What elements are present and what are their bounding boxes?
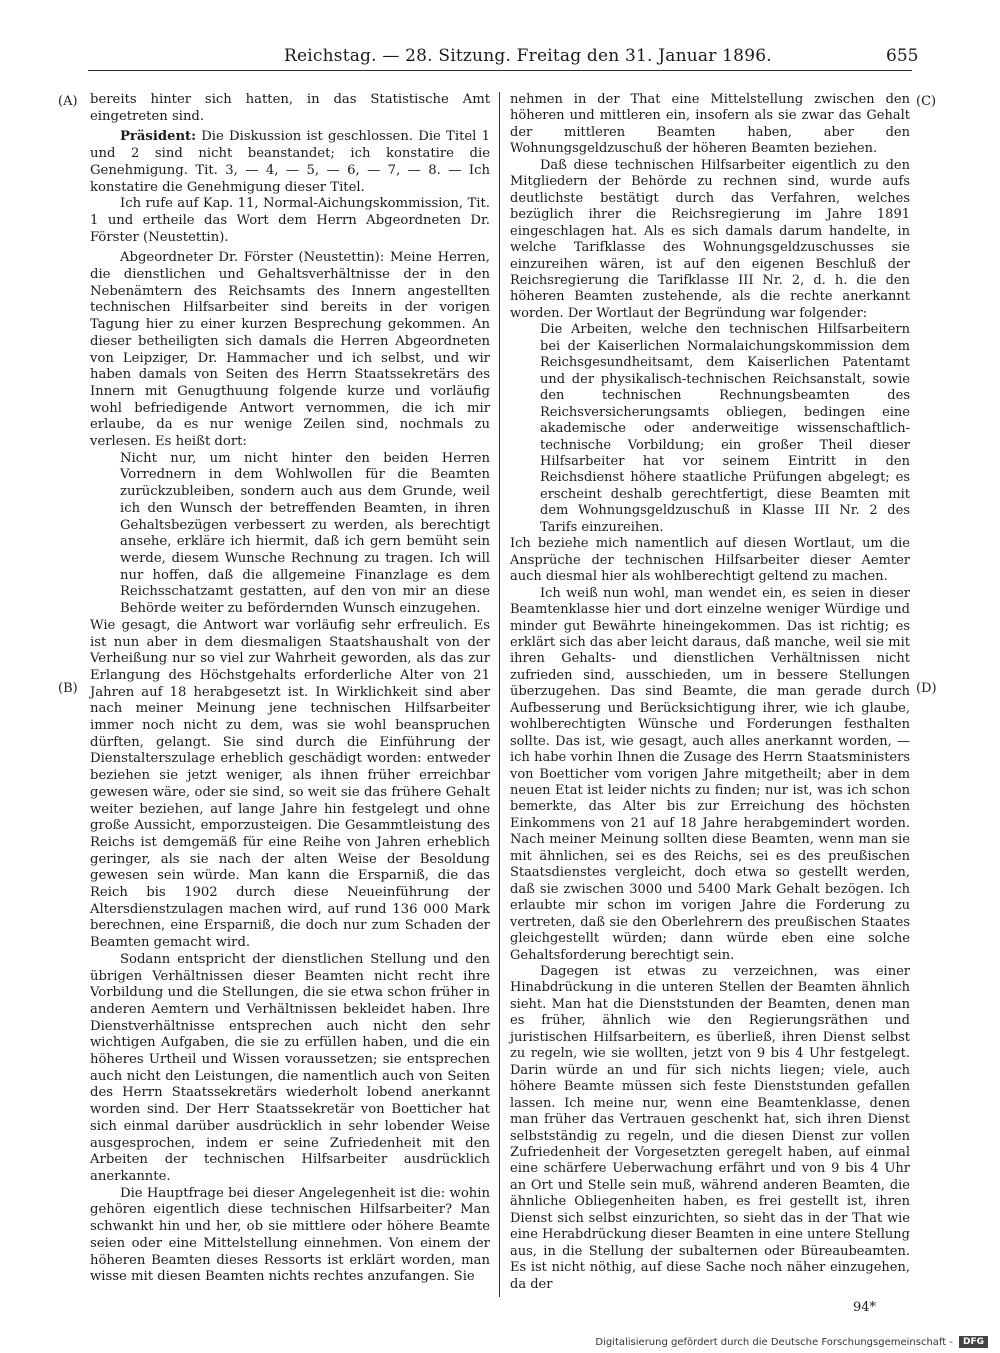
right-paragraph (540, 322, 910, 536)
paragraph-text: bereits hinter sich hatten, in das Statistische Amt eingetreten sind. (90, 92, 490, 124)
right-paragraph (510, 158, 910, 323)
paragraph-text: nehmen in der That eine Mittelstellung zwischen den höheren und mittleren ein, insofern als sie zwar das Gehalt der mittleren Beamten haben, aber den Wohnungsgeldzuschuß der höheren Beamten beziehen. (510, 92, 910, 157)
right-paragraph (510, 536, 910, 585)
paragraph-text: Die Diskussion ist geschlossen. Die Titel 1 und 2 sind nicht beanstandet; ich konstatire die Genehmigung. Tit. 3, — 4, — 5, — 6, — 7, — 8. — Ich konstatire die Genehmigung dieser Titel. (90, 129, 490, 195)
left-paragraph (90, 196, 490, 246)
paragraph-text: Die Hauptfrage bei dieser Angelegenheit ist die: wohin gehören eigentlich diese technischen Hilfsarbeiter? Man schwankt hin und her, ob sie mittlere oder höhere Beamte seien oder eine Mittelstellung einnehmen. Von einem der höheren Beamten dieses Ressorts ist erklärt worden, man wisse mit diesen Beamten nichts rechtes anzufangen. Sie (90, 1185, 490, 1285)
paragraph-text: Ich rufe auf Kap. 11, Normal-Aichungskommission, Tit. 1 und ertheile das Wort dem Herrn Abgeordneten Dr. Förster (Neustettin). (90, 196, 490, 245)
right-paragraph (510, 92, 910, 158)
margin-marker-a: (A) (58, 94, 78, 109)
paragraph-text: Ich weiß nun wohl, man wendet ein, es seien in dieser Beamtenklasse hier und dort einzelne weniger Würdige und minder gut Bewährte hineingekommen. Das ist richtig; es erklärt sich das aber leicht daraus, daß manche, weil sie mit ihren Gehalts- und dienstlichen Verhältnissen nicht zufrieden sind, ausschieden, um in bessere Stellungen überzugehen. Das sind Beamte, die man gerade durch Aufbesserung und Berücksichtigung ihrer, wie ich glaube, wohlberechtigten Wünsche und Forderungen festhalten sollte. Das ist, wie gesagt, auch alles anerkannt worden, — ich habe vorhin Ihnen die Zusage des Herrn Staatsministers von Boetticher vom vorigen Jahre mitgetheilt; aber in dem neuen Etat ist leider nichts zu finden; nur ist, was ich schon bemerkte, das Alter bis zur Erreichung des höchsten Einkommens von 21 auf 18 Jahre herabgemindert worden. Nach meiner Meinung sollten diese Beamten, wenn man sie mit ähnlichen, sei es des Reichs, sei es des preußischen Staatsdienstes vergleicht, doch etwa so gestellt werden, daß sie zwischen 3000 und 5400 Mark Gehalt bezögen. Ich erlaubte mir schon im vorigen Jahre die Forderung zu vertreten, daß sie den Oberlehrern des preußischen Staates gleichgestellt würden; dann würde eben eine solche Gehaltsforderung berechtigt sein. (510, 585, 910, 963)
speaker-label: Präsident: (120, 129, 197, 145)
paragraph-text: Nicht nur, um nicht hinter den beiden Herren Vorrednern in dem Wohlwollen für die Beamten zurückzubleiben, sondern auch aus dem Grunde, weil ich den Wunsch der betreffenden Beamten, in ihren Gehaltsbezügen verbessert zu werden, als berechtigt ansehe, erkläre ich hiermit, daß ich gern bemüht sein werde, diesem Wunsche Rechnung zu tragen. Ich will nur hoffen, daß die allgemeine Finanzlage es dem Reichsschatzamt gestatten, auf den von mir an diese Behörde weiter zu befördernden Wunsch einzugehen. (120, 450, 490, 617)
paragraph-text: Daß diese technischen Hilfsarbeiter eigentlich zu den Mitgliedern der Behörde zu rechnen sind, wurde aufs deutlichste bestätigt durch das Verfahren, welches bezüglich ihrer die Reichsregierung im Jahre 1891 eingeschlagen hat. Als es sich damals darum handelte, in welche Tarifklasse des Wohnungsgeldzuschusses sie einzureihen wären, ist auf den eigenen Beschluß der Reichsregierung die Tarifklasse III Nr. 2, d. h. die den höheren Beamten zustehende, als die rechte anerkannt worden. Der Wortlaut der Begründung war folgender: (510, 157, 910, 321)
right-paragraph (510, 586, 910, 964)
left-paragraph (90, 92, 490, 125)
left-paragraph (120, 451, 490, 618)
margin-marker-d: (D) (916, 681, 937, 696)
left-paragraph (90, 1186, 490, 1286)
left-paragraph (90, 250, 490, 450)
footer-text: Digitalisierung gefördert durch die Deutsche Forschungsgemeinschaft - (595, 1336, 953, 1348)
left-paragraph (90, 952, 490, 1186)
footer-credit (595, 1336, 988, 1348)
column-divider (499, 92, 500, 1297)
margin-marker-c: (C) (916, 94, 937, 109)
left-paragraph (90, 618, 490, 952)
right-column (510, 92, 910, 1293)
dfg-logo: DFG (959, 1336, 988, 1348)
right-paragraph (510, 964, 910, 1293)
page-number: 655 (886, 46, 919, 66)
left-paragraph (90, 129, 490, 196)
sheet-signature: 94* (853, 1300, 877, 1315)
header-rule (88, 70, 912, 71)
paragraph-text: Sodann entspricht der dienstlichen Stellung und den übrigen Verhältnissen dieser Beamten nicht recht ihre Vorbildung und die Stellungen, die sie etwa schon früher in anderen Aemtern und Verhältnissen bekleidet haben. Ihre Dienstverhältnisse entsprechen auch nicht den sehr wichtigen Aufgaben, die sie zu erfüllen haben, und die ein höheres Urtheil und Wissen voraussetzen; sie entsprechen auch nicht den Leistungen, die namentlich auch von Seiten des Herrn Staatssekretärs wiederholt lobend anerkannt worden sind. Der Herr Staatssekretär von Boetticher hat sich einmal darüber ausdrücklich in sehr lobender Weise ausgesprochen, indem er seine Zufriedenheit mit den Arbeiten der technischen Hilfsarbeiter ausdrücklich anerkannte. (90, 951, 490, 1184)
paragraph-text: Abgeordneter Dr. Förster (Neustettin): Meine Herren, die dienstlichen und Gehaltsverhältnisse der in den Nebenämtern des Reichsamts des Innern angestellten technischen Hilfsarbeiter sind bereits in der vorigen Tagung hier zu einer kurzen Besprechung gekommen. An dieser betheiligten sich damals die Herren Abgeordneten von Leipziger, Dr. Hammacher und ich selbst, und wir haben damals von Seiten des Herrn Staatssekretärs des Innern mit Genugthuung folgende kurze und vorläufig wohl befriedigende Antwort vernommen, die ich mir erlaube, da es nur wenige Zeilen sind, nochmals zu verlesen. Es heißt dort: (90, 250, 490, 450)
paragraph-text: Die Arbeiten, welche den technischen Hilfsarbeitern bei der Kaiserlichen Normalaichungskommission dem Reichsgesundheitsamt, dem Kaiserlichen Patentamt und der physikalisch-technischen Reichsanstalt, sowie den technischen Rechnungsbeamten des Reichsversicherungsamts obliegen, bedingen eine akademische oder anderweitige wissenschaftlich-technische Vorbildung; ein großer Theil dieser Hilfsarbeiter hat vor seinem Eintritt in den Reichsdienst höhere staatliche Prüfungen abgelegt; es erscheint deshalb gerechtfertigt, diese Beamten mit dem Wohnungsgeldzuschuß in Klasse III Nr. 2 des Tarifs einzureihen. (540, 322, 910, 535)
running-title: Reichstag. — 28. Sitzung. Freitag den 31. Januar 1896. (284, 46, 772, 66)
margin-marker-b: (B) (58, 681, 78, 696)
page-header (0, 44, 1000, 70)
paragraph-text: Ich beziehe mich namentlich auf diesen Wortlaut, um die Ansprüche der technischen Hilfsarbeiter dieser Aemter auch diesmal hier als wohlberechtigt geltend zu machen. (510, 536, 910, 585)
left-column (90, 92, 490, 1286)
paragraph-text: Dagegen ist etwas zu verzeichnen, was einer Hinabdrückung in die unteren Stellen der Beamten ähnlich sieht. Man hat die Dienststunden der Beamten, denen man es früher, ähnlich wie den Regierungsräthen und juristischen Hilfsarbeitern, es überließ, ihren Dienst selbst zu regeln, wie sie wollten, jetzt von 9 bis 4 Uhr festgelegt. Darin würde an und für sich nichts liegen; viele, auch höhere Beamte müssen sich feste Dienststunden gefallen lassen. Ich meine nur, wenn eine Beamtenklasse, denen man früher das Vertrauen geschenkt hat, sich ihren Dienst selbstständig zu regeln, und die diesen Dienst zur vollen Zufriedenheit der Vorgesetzten geregelt haben, auf einmal eine schärfere Ueberwachung erfährt und von 9 bis 4 Uhr an Ort und Stelle sein muß, während anderen Beamten, die ähnliche Obliegenheiten haben, es frei gestellt ist, ihren Dienst sich selbst einzurichten, so sieht das in der That wie eine Herabdrückung dieser Beamten in eine untere Stellung aus, in die Stellung der subalternen oder Büreaubeamten. Es ist nicht nöthig, auf diese Sache noch näher einzugehen, da der (510, 964, 910, 1292)
paragraph-text: Wie gesagt, die Antwort war vorläufig sehr erfreulich. Es ist nun aber in dem diesmaligen Staatshaushalt von der Verheißung nur so viel zur Wahrheit geworden, als das zur Erlangung des Höchstgehalts erforderliche Alter von 21 Jahren auf 18 herabgesetzt ist. In Wirklichkeit sind aber nach meiner Meinung jene technischen Hilfsarbeiter immer noch nicht zu dem, was sie wohl beanspruchen dürften, gelangt. Sie sind durch die Einführung der Dienstalterszulage erheblich geschädigt worden: entweder beziehen sie jetzt weniger, als ihnen früher erreichbar gewesen wäre, oder sie sind, so weit sie das frühere Gehalt weiter beziehen, auf lange Jahre hin festgelegt und ohne große Aussicht, emporzusteigen. Die Gesammtleistung des Reichs ist demgemäß für eine Reihe von Jahren erheblich geringer, als sie nach der alten Weise der Besoldung gewesen sein würde. Man kann die Ersparniß, die das Reich bis 1902 durch diese Neueinführung der Altersdienstzulagen machen wird, auf rund 136 000 Mark berechnen, eine Ersparniß, die doch nur zum Schaden der Beamten gemacht wird. (90, 617, 490, 951)
